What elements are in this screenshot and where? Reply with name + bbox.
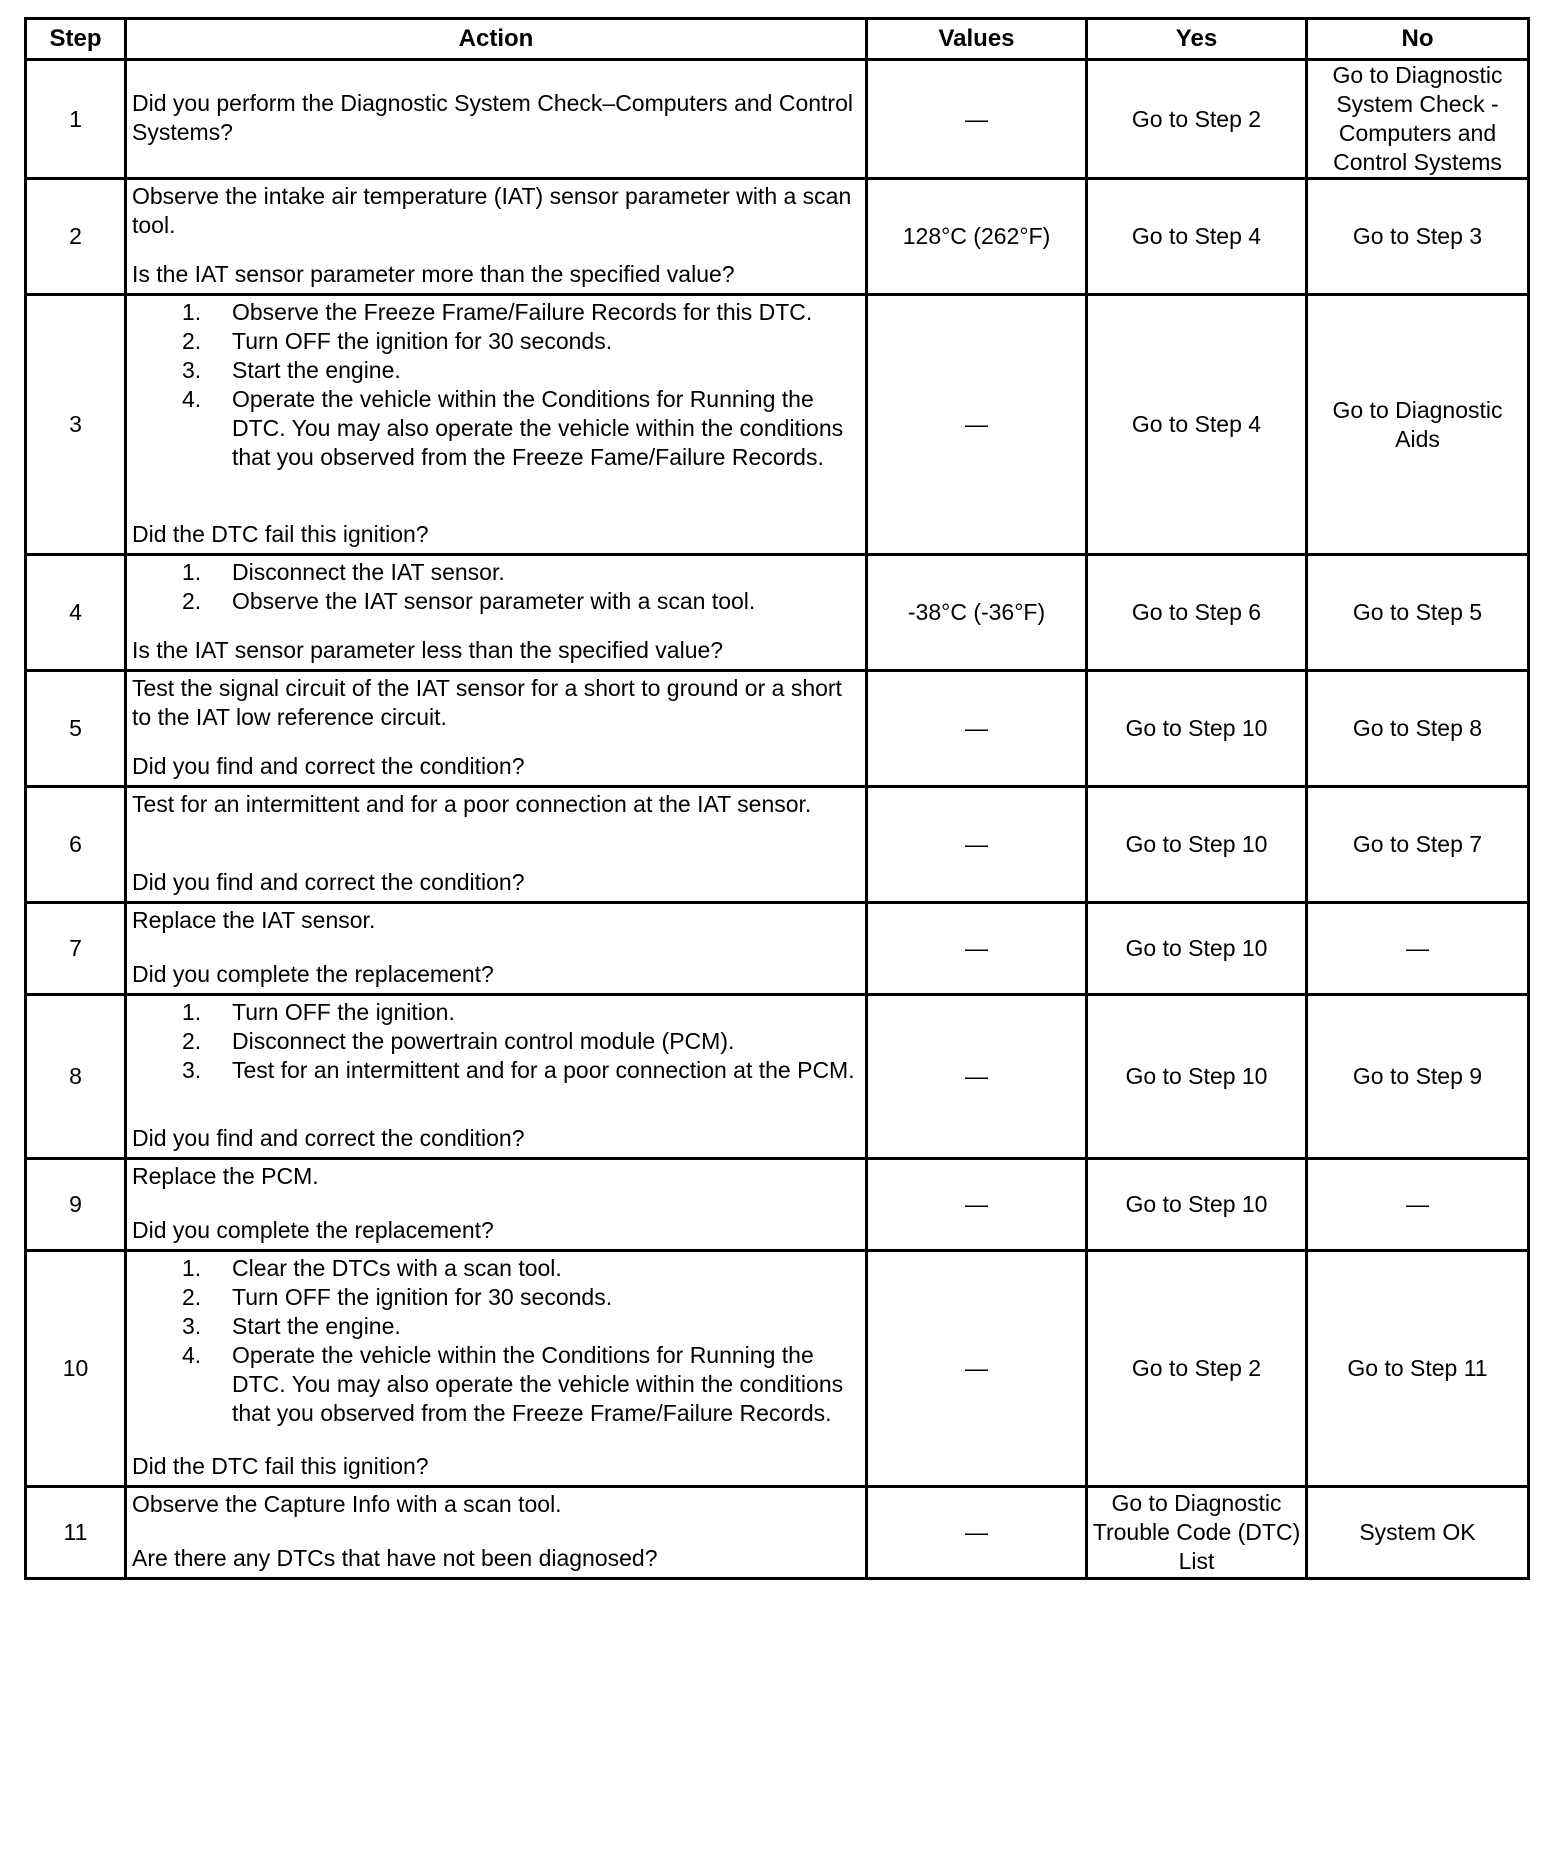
table-row — [26, 671, 1529, 787]
yes-cell: Go to Step 2 — [1087, 1251, 1307, 1487]
step-number: 1 — [26, 60, 126, 179]
action-cell — [126, 903, 867, 995]
value-cell: — — [867, 787, 1087, 903]
step-number: 9 — [26, 1159, 126, 1251]
action-step-list — [132, 998, 859, 1085]
no-cell: — — [1307, 903, 1529, 995]
action-step-list — [132, 1254, 859, 1428]
yes-cell: Go to Step 10 — [1087, 995, 1307, 1159]
action-cell — [126, 1487, 867, 1579]
table-row — [26, 60, 1529, 179]
action-text: Replace the IAT sensor. — [132, 907, 376, 933]
action-question: Did you find and correct the condition? — [132, 1125, 525, 1151]
header-yes: Yes — [1087, 19, 1307, 60]
value-cell: — — [867, 1159, 1087, 1251]
action-step-item: Turn OFF the ignition for 30 seconds. — [232, 328, 613, 354]
action-step-item: Start the engine. — [232, 1313, 401, 1339]
action-question: Did you find and correct the condition? — [132, 753, 525, 779]
action-question: Did you complete the replacement? — [132, 1217, 494, 1243]
action-cell — [126, 995, 867, 1159]
step-number: 6 — [26, 787, 126, 903]
action-cell — [126, 671, 867, 787]
action-question: Did you complete the replacement? — [132, 961, 494, 987]
value-cell: -38°C (-36°F) — [867, 555, 1087, 671]
action-step-item: Operate the vehicle within the Conditions for Running the DTC. You may also operate the vehicle within the conditions that you observed from the Freeze Frame/Failure Records. — [232, 1342, 844, 1426]
header-values: Values — [867, 19, 1087, 60]
table-row — [26, 903, 1529, 995]
action-step-item: Observe the IAT sensor parameter with a scan tool. — [232, 588, 756, 614]
value-cell: — — [867, 995, 1087, 1159]
step-number: 4 — [26, 555, 126, 671]
step-number: 11 — [26, 1487, 126, 1579]
action-question: Is the IAT sensor parameter more than the specified value? — [132, 261, 735, 287]
no-cell: — — [1307, 1159, 1529, 1251]
header-step: Step — [26, 19, 126, 60]
action-step-item: Operate the vehicle within the Conditions for Running the DTC. You may also operate the vehicle within the conditions that you observed from the Freeze Fame/Failure Records. — [232, 386, 844, 470]
action-step-item: Observe the Freeze Frame/Failure Records for this DTC. — [232, 299, 813, 325]
action-cell — [126, 1159, 867, 1251]
no-cell: Go to Step 9 — [1307, 995, 1529, 1159]
action-text: Did you perform the Diagnostic System Check–Computers and Control Systems? — [132, 90, 853, 145]
action-question: Did the DTC fail this ignition? — [132, 1453, 429, 1479]
value-cell: — — [867, 295, 1087, 555]
action-step-list — [132, 298, 859, 472]
action-cell — [126, 179, 867, 295]
table-row — [26, 1159, 1529, 1251]
no-cell: System OK — [1307, 1487, 1529, 1579]
table-row — [26, 787, 1529, 903]
action-text: Observe the intake air temperature (IAT) sensor parameter with a scan tool. — [132, 183, 852, 238]
action-question: Did you find and correct the condition? — [132, 869, 525, 895]
no-cell: Go to Diagnostic Aids — [1307, 295, 1529, 555]
action-text: Test for an intermittent and for a poor connection at the IAT sensor. — [132, 791, 812, 817]
value-cell: — — [867, 903, 1087, 995]
no-cell: Go to Step 8 — [1307, 671, 1529, 787]
action-step-item: Start the engine. — [232, 357, 401, 383]
action-cell — [126, 555, 867, 671]
action-step-item: Disconnect the powertrain control module (PCM). — [232, 1028, 735, 1054]
action-question: Did the DTC fail this ignition? — [132, 521, 429, 547]
step-number: 7 — [26, 903, 126, 995]
yes-cell: Go to Step 10 — [1087, 787, 1307, 903]
yes-cell: Go to Step 10 — [1087, 903, 1307, 995]
table-row — [26, 995, 1529, 1159]
action-text: Observe the Capture Info with a scan tool. — [132, 1491, 562, 1517]
header-action: Action — [126, 19, 867, 60]
action-cell — [126, 295, 867, 555]
action-step-item: Test for an intermittent and for a poor connection at the PCM. — [232, 1057, 855, 1083]
action-text: Replace the PCM. — [132, 1163, 319, 1189]
step-number: 3 — [26, 295, 126, 555]
action-step-item: Disconnect the IAT sensor. — [232, 559, 505, 585]
action-cell — [126, 60, 867, 179]
value-cell: — — [867, 671, 1087, 787]
action-step-item: Turn OFF the ignition. — [232, 999, 455, 1025]
step-number: 8 — [26, 995, 126, 1159]
yes-cell: Go to Step 4 — [1087, 295, 1307, 555]
diagnostic-table — [24, 17, 1530, 1580]
action-step-list — [132, 558, 859, 616]
no-cell: Go to Diagnostic System Check - Computers and Control Systems — [1307, 60, 1529, 179]
yes-cell: Go to Step 10 — [1087, 1159, 1307, 1251]
header-no: No — [1307, 19, 1529, 60]
table-row — [26, 295, 1529, 555]
table-row — [26, 1487, 1529, 1579]
no-cell: Go to Step 3 — [1307, 179, 1529, 295]
header-row — [26, 19, 1529, 60]
action-step-item: Turn OFF the ignition for 30 seconds. — [232, 1284, 613, 1310]
action-question: Are there any DTCs that have not been diagnosed? — [132, 1545, 658, 1571]
yes-cell: Go to Step 2 — [1087, 60, 1307, 179]
action-step-item: Clear the DTCs with a scan tool. — [232, 1255, 562, 1281]
value-cell: — — [867, 1251, 1087, 1487]
table-row — [26, 1251, 1529, 1487]
yes-cell: Go to Step 10 — [1087, 671, 1307, 787]
action-question: Is the IAT sensor parameter less than the specified value? — [132, 637, 724, 663]
step-number: 2 — [26, 179, 126, 295]
table-row — [26, 555, 1529, 671]
no-cell: Go to Step 11 — [1307, 1251, 1529, 1487]
table-row — [26, 179, 1529, 295]
step-number: 5 — [26, 671, 126, 787]
action-text: Test the signal circuit of the IAT sensor for a short to ground or a short to the IAT low reference circuit. — [132, 675, 842, 730]
yes-cell: Go to Step 4 — [1087, 179, 1307, 295]
no-cell: Go to Step 5 — [1307, 555, 1529, 671]
value-cell: — — [867, 60, 1087, 179]
value-cell: 128°C (262°F) — [867, 179, 1087, 295]
action-cell — [126, 787, 867, 903]
table-body — [26, 60, 1529, 1579]
no-cell: Go to Step 7 — [1307, 787, 1529, 903]
action-cell — [126, 1251, 867, 1487]
value-cell: — — [867, 1487, 1087, 1579]
step-number: 10 — [26, 1251, 126, 1487]
yes-cell: Go to Step 6 — [1087, 555, 1307, 671]
yes-cell: Go to Diagnostic Trouble Code (DTC) List — [1087, 1487, 1307, 1579]
